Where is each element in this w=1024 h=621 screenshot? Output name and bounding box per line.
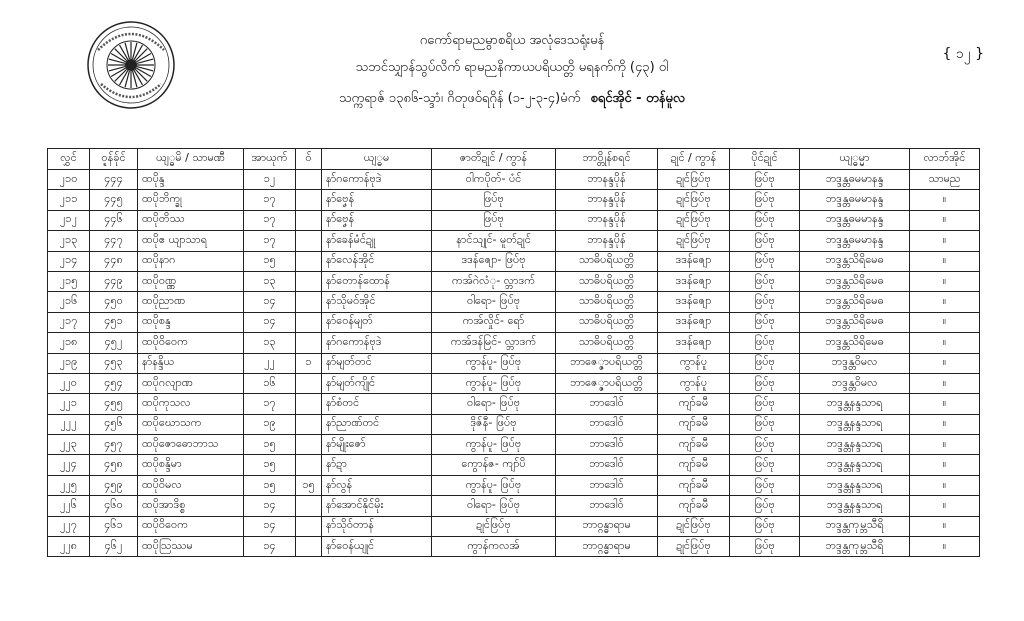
table-cell: ဘဒ္ဒန္တသိရိမေဓ: [800, 251, 910, 271]
table-cell: ကွာန်ပူ: [658, 353, 730, 373]
table-cell: [296, 394, 322, 414]
table-row: [48, 231, 980, 251]
table-cell: နာ်သိုဝ်တာန်: [322, 516, 432, 536]
table-cell: နာ်ဗၞေန်: [322, 210, 432, 230]
table-cell: [296, 251, 322, 271]
table-cell: ကျာ်ခမီ: [658, 414, 730, 434]
table-row: [48, 292, 980, 312]
table-body: [48, 170, 980, 557]
table-cell: ဖြပ်ဗု: [730, 394, 800, 414]
table-cell: ၂၁၆: [48, 292, 90, 312]
table-cell: ထပိုဝိဝေက: [138, 333, 244, 353]
table-cell: ဘာဇေ္ဇာပရိယတ္တိ: [556, 373, 658, 393]
table-cell: ၂၂: [244, 353, 296, 373]
table-cell: ထပိုညာဏ: [138, 292, 244, 312]
table-cell: ကွာန်ကလအ်: [432, 537, 556, 557]
table-cell: ။: [910, 333, 980, 353]
table-cell: ၁: [296, 353, 322, 373]
table-cell: ထပိုကုသလ: [138, 394, 244, 414]
table-cell: ထပိုဝဏ္ဏ: [138, 271, 244, 291]
table-cell: ဘာဒေါဝ်: [556, 475, 658, 495]
col-header: အာယုက်: [244, 149, 296, 170]
table-cell: သာဓိပရိယတ္တိ: [556, 333, 658, 353]
table-cell: ဍုင်ဖြပ်ဗု: [658, 190, 730, 210]
table-cell: သာဓိပရိယတ္တိ: [556, 312, 658, 332]
table-cell: ဘာဒေါဝ်: [556, 394, 658, 414]
table-cell: ဘဒ္ဒန္တနန္ဒသာရ: [800, 394, 910, 414]
table-cell: ဘဒ္ဒန္တနန္ဒသာရ: [800, 414, 910, 434]
table-header-row: [48, 149, 980, 170]
table-cell: ကွာန်ပူ: [658, 373, 730, 393]
table-cell: ၁၂: [244, 170, 296, 190]
table-cell: ကအ်ဂဲလံု- လ္ဘာဒက်: [432, 271, 556, 291]
table-cell: ။: [910, 435, 980, 455]
table-cell: ။: [910, 496, 980, 516]
table-cell: ဒဒန်ဇျော: [658, 251, 730, 271]
table-cell: ဘဒ္ဒန္တကုမ္ဘသီရိ: [800, 537, 910, 557]
table-cell: ဖြပ်ဗု: [730, 414, 800, 434]
table-cell: ၁၄: [244, 312, 296, 332]
table-row: [48, 271, 980, 291]
table-cell: ။: [910, 455, 980, 475]
table-cell: ၄၆၀: [90, 496, 138, 516]
table-cell: ။: [910, 190, 980, 210]
table-cell: နာ်ညာဏ်တင်: [322, 414, 432, 434]
table-cell: နာ်နန္ဒိယ: [138, 353, 244, 373]
header-line-1: ဂကော်ရာမညမွာစရိယ အလုံဒေသရုံးမန်: [419, 33, 605, 48]
table-cell: ၁၅: [244, 435, 296, 455]
table-cell: ၁၇: [244, 190, 296, 210]
table-cell: ကွာန်ပူ- ဖြပ်ဗု: [432, 373, 556, 393]
register-table: [47, 148, 980, 557]
table-cell: ဘဒ္ဒန္တသိရိမေဓ: [800, 312, 910, 332]
table-cell: ဍုင်ဖြပ်ဗု: [658, 537, 730, 557]
table-cell: [296, 190, 322, 210]
table-cell: ဘာနန္ဒပိုန်: [556, 170, 658, 190]
table-cell: ဖြပ်ဗု: [432, 190, 556, 210]
table-cell: ထပိုဧ ယျာသာရ: [138, 231, 244, 251]
table-cell: ထပိုတိဿ: [138, 210, 244, 230]
table-cell: ဍုင်ဖြပ်ဗု: [658, 231, 730, 251]
table-cell: ထပိုဘိက္ခု: [138, 190, 244, 210]
table-cell: နာ်ခေန်မံင်ဍူ: [322, 231, 432, 251]
table-cell: ၂၂၇: [48, 516, 90, 536]
table-cell: ဘာဝ္ဂန္ဓာရာမ: [556, 516, 658, 536]
table-cell: ၄၄၄: [90, 170, 138, 190]
table-cell: ။: [910, 231, 980, 251]
table-cell: ထပိုဇောဓောဘာသ: [138, 435, 244, 455]
table-cell: နာ်ဝေန်ယျုင်: [322, 537, 432, 557]
table-cell: ဘာဒေါဝ်: [556, 435, 658, 455]
table-cell: ၄၅၀: [90, 292, 138, 312]
table-cell: ဖြပ်ဗု: [730, 170, 800, 190]
table-cell: ။: [910, 475, 980, 495]
table-cell: ၁၄: [244, 496, 296, 516]
table-cell: သာဓိပရိယတ္တိ: [556, 271, 658, 291]
table-cell: ၁၃: [244, 333, 296, 353]
table-cell: ထပိုဂလျာဏ: [138, 373, 244, 393]
table-cell: နာ်ဗၞေန်: [322, 190, 432, 210]
table-row: [48, 170, 980, 190]
table-cell: ၄၄၉: [90, 271, 138, 291]
table-cell: ဘဒ္ဒန္တဓမမာနန္ဒ: [800, 170, 910, 190]
table-cell: နာ်ဂကောန်ဗုဒဲ: [322, 170, 432, 190]
table-cell: နာ်သိုမဝ်အိုင်: [322, 292, 432, 312]
table-cell: [296, 231, 322, 251]
table-cell: နာင်သျုင်- မူတ်ဍုင်: [432, 231, 556, 251]
table-cell: [296, 271, 322, 291]
table-cell: ။: [910, 537, 980, 557]
table-cell: ဘဒ္ဒန္တဝိမလ: [800, 373, 910, 393]
table-cell: ဍုင်ဖြပ်ဗု: [658, 170, 730, 190]
page-number: { ၁၂ }: [942, 46, 984, 62]
table-cell: ဖြပ်ဗု: [730, 475, 800, 495]
table-cell: ဘဒ္ဒန္တဓမမာနန္ဒ: [800, 210, 910, 230]
table-row: [48, 496, 980, 516]
table-cell: ဘာဝ္ဂန္ဓာရာမ: [556, 537, 658, 557]
table-cell: ၄၅၇: [90, 435, 138, 455]
table-cell: [296, 435, 322, 455]
table-cell: ဘဒ္ဒန္တဓမမာနန္ဒ: [800, 231, 910, 251]
table-cell: ဝါကပိုတ်- ပံင်: [432, 170, 556, 190]
table-cell: ၄၅၆: [90, 414, 138, 434]
table-row: [48, 435, 980, 455]
table-cell: ထပိုဩဿမ: [138, 537, 244, 557]
table-row: [48, 414, 980, 434]
table-cell: နာ်တောန်ထောန်: [322, 271, 432, 291]
table-cell: [296, 333, 322, 353]
table-cell: ဒိုဇ်နီ- ဖြပ်ဗု: [432, 414, 556, 434]
table-cell: [296, 414, 322, 434]
table-cell: ထပိုဝိမလ: [138, 475, 244, 495]
table-row: [48, 353, 980, 373]
table-cell: နာ်ဍာ: [322, 455, 432, 475]
table-row: [48, 394, 980, 414]
table-cell: ၂၂၀: [48, 373, 90, 393]
table-cell: ဘဒ္ဒန္တသိရိမေဓ: [800, 271, 910, 291]
table-cell: [296, 312, 322, 332]
table-cell: ၄၅၅: [90, 394, 138, 414]
table-cell: ၄၅၄: [90, 373, 138, 393]
table-cell: ကအ်ဒန်မြင်- လ္ဘာဒက်: [432, 333, 556, 353]
table-cell: ကျာ်ခမီ: [658, 475, 730, 495]
table-cell: ဖြပ်ဗု: [730, 333, 800, 353]
table-cell: ဖြပ်ဗု: [730, 435, 800, 455]
col-header: လွှင်: [48, 149, 90, 170]
table-cell: ။: [910, 373, 980, 393]
table-cell: ဒဒန်ဇျော: [658, 333, 730, 353]
table-row: [48, 312, 980, 332]
col-header: ဘာဝ္တိုန်စရင်: [556, 149, 658, 170]
col-header: ယျ္ဓမိ / သာမဏီ: [138, 149, 244, 170]
table-cell: ။: [910, 271, 980, 291]
table-cell: ကျာ်ခမီ: [658, 435, 730, 455]
table-cell: ဍုင်ဖြပ်ဗု: [658, 210, 730, 230]
table-cell: ။: [910, 353, 980, 373]
table-cell: ကျာ်ခမီ: [658, 394, 730, 414]
table-cell: နာ်မျိုးဇော်: [322, 435, 432, 455]
table-cell: ထပိုအာဒိစ္စ: [138, 496, 244, 516]
table-cell: ၄၄၅: [90, 190, 138, 210]
table-cell: ၁၄: [244, 292, 296, 312]
table-cell: ဘာဒေါဝ်: [556, 455, 658, 475]
table-cell: ထပိုန္ဒ: [138, 170, 244, 190]
table-cell: ဖြပ်ဗု: [730, 496, 800, 516]
table-cell: ဖြပ်ဗု: [730, 190, 800, 210]
table-cell: ၁၉: [244, 414, 296, 434]
table-cell: ဍုင်ဖြပ်ဗု: [432, 516, 556, 536]
table-cell: ဘဒ္ဒန္တကုမ္ဘသီရိ: [800, 516, 910, 536]
table-cell: ၂၁၅: [48, 271, 90, 291]
table-cell: နာ်အောင်နိုင်မိုး: [322, 496, 432, 516]
table-cell: ကွာန်ပူ- ဖြပ်ဗု: [432, 435, 556, 455]
table-cell: ၁၆: [244, 373, 296, 393]
table-cell: ဘာဇေ္ဇာပရိယတ္တိ: [556, 353, 658, 373]
table-cell: [296, 210, 322, 230]
table-cell: ဖြပ်ဗု: [730, 455, 800, 475]
table-cell: ဘဒ္ဒန္တဓမမာနန္ဒ: [800, 190, 910, 210]
table-cell: ။: [910, 210, 980, 230]
table-cell: ဖြပ်ဗု: [730, 251, 800, 271]
table-cell: ထပိုနာဂ: [138, 251, 244, 271]
table-row: [48, 373, 980, 393]
table-row: [48, 333, 980, 353]
table-cell: ။: [910, 292, 980, 312]
table-cell: ကွာန်ပူ- ဖြပ်ဗု: [432, 353, 556, 373]
table-cell: ၂၂၆: [48, 496, 90, 516]
table-cell: ၄၆၂: [90, 537, 138, 557]
col-header: ဍုင် / ကွာန်: [658, 149, 730, 170]
table-cell: ဖြပ်ဗု: [730, 210, 800, 230]
table-cell: ၂၂၅: [48, 475, 90, 495]
header-line-3-bold: စရင်အိုင် - တန်မူလ: [590, 91, 686, 106]
table-cell: နာ်ဝေန်မျတ်: [322, 312, 432, 332]
table-cell: ဖြပ်ဗု: [730, 537, 800, 557]
table-cell: [296, 455, 322, 475]
col-header: လာဘ်အိုင်: [910, 149, 980, 170]
table-cell: ၄၄၇: [90, 231, 138, 251]
table-cell: ဘဒ္ဒန္တနန္ဒသာရ: [800, 435, 910, 455]
table-cell: [296, 496, 322, 516]
table-cell: ။: [910, 312, 980, 332]
table-cell: သာဓိပရိယတ္တိ: [556, 292, 658, 312]
header-line-3-prefix: သက္ကရာဇ် ၁၃၈၆-သ္ဒာံ၊ ဂိတုဖဝ်ရဂိုန် (၁-၂-၃-၄)မံက်: [338, 91, 581, 106]
table-row: [48, 475, 980, 495]
table-cell: သာမည: [910, 170, 980, 190]
table-cell: ၂၂၄: [48, 455, 90, 475]
table-cell: ကွာန်ပူ- ဖြပ်ဗု: [432, 475, 556, 495]
table-cell: ဘဒ္ဒန္တနန္ဒသာရ: [800, 455, 910, 475]
table-cell: ဘဒ္ဒန္တသိရိမေဓ: [800, 292, 910, 312]
table-cell: ၂၂၂: [48, 414, 90, 434]
table-cell: ဖြပ်ဗု: [730, 373, 800, 393]
table-cell: ကွောန်ဇ- ကျာ်ပိ: [432, 455, 556, 475]
table-cell: ထပိုစန္ဒိမာ: [138, 455, 244, 475]
table-cell: နာ်ဂကောန်ဗုဒဲ: [322, 333, 432, 353]
table-cell: ၂၁၄: [48, 251, 90, 271]
table-cell: ဘဒ္ဒန္တနန္ဒသာရ: [800, 496, 910, 516]
col-header: ယျ္ဓမ: [322, 149, 432, 170]
table-cell: ၁၅: [244, 251, 296, 271]
table-cell: ၁၅: [244, 475, 296, 495]
table-cell: ဘဒ္ဒန္တသိရိမေဓ: [800, 333, 910, 353]
table-cell: ။: [910, 516, 980, 536]
table-cell: ထပိုစန္ဒ: [138, 312, 244, 332]
table-row: [48, 210, 980, 230]
table-cell: ဘဒ္ဒန္တဝိမလ: [800, 353, 910, 373]
table-cell: ၁၃: [244, 271, 296, 291]
table-cell: ဖြပ်ဗု: [730, 312, 800, 332]
table-cell: သာဓိပရိယတ္တိ: [556, 251, 658, 271]
table-cell: ၁၄: [244, 516, 296, 536]
table-cell: ဝါရော- ဖြပ်ဗု: [432, 292, 556, 312]
col-header: ပိုင်ဍုင်: [730, 149, 800, 170]
table-cell: [296, 373, 322, 393]
table-cell: ၁၇: [244, 394, 296, 414]
table-cell: ဖြပ်ဗု: [730, 516, 800, 536]
table-row: [48, 516, 980, 536]
table-cell: ၂၁၉: [48, 353, 90, 373]
table-cell: ၂၂၁: [48, 394, 90, 414]
table-cell: ၂၁၈: [48, 333, 90, 353]
header-line-3: [0, 90, 1024, 109]
table-cell: ၂၁၀: [48, 170, 90, 190]
table-cell: ဘာနန္ဒပိုန်: [556, 210, 658, 230]
table-cell: ၄၅၉: [90, 475, 138, 495]
table-cell: ကျာ်ခမီ: [658, 455, 730, 475]
table-cell: ၄၅၂: [90, 333, 138, 353]
table-cell: နာ်မျတ်တင်: [322, 353, 432, 373]
table-cell: ၁၅: [244, 455, 296, 475]
table-cell: [296, 516, 322, 536]
col-header: ယျ္ဓမ္မာ: [800, 149, 910, 170]
table-cell: ၄၄၆: [90, 210, 138, 230]
col-header: ဇာတိဍုင် / ကွာန်: [432, 149, 556, 170]
table-cell: ၁၇: [244, 231, 296, 251]
table-cell: ၂၁၂: [48, 210, 90, 230]
table-cell: ဖြပ်ဗု: [432, 210, 556, 230]
col-header: ဝ်: [296, 149, 322, 170]
table-cell: ၁၄: [244, 537, 296, 557]
header-line-2: သဘင်သျှာန်သွပ်လိက် ရာမညနိကာယပရိယတ္တိ မရနက်ကို (၄၃) ဝါ: [355, 60, 669, 75]
table-cell: ၂၂၃: [48, 435, 90, 455]
table-cell: ဒဒန်ဇျော- ဖြပ်ဗု: [432, 251, 556, 271]
table-cell: [296, 537, 322, 557]
table-cell: ကအ်လှိုင်- ရော်: [432, 312, 556, 332]
table-row: [48, 455, 980, 475]
table-row: [48, 251, 980, 271]
table-cell: နာ်မျတ်ကျိုင်: [322, 373, 432, 393]
table-cell: ဘာနန္ဒပိုန်: [556, 190, 658, 210]
table-cell: ၄၅၁: [90, 312, 138, 332]
table-cell: ဝါရော- ဖြပ်ဗု: [432, 496, 556, 516]
table-cell: ၄၅၈: [90, 455, 138, 475]
table-cell: နာ်လေန်အိုင်: [322, 251, 432, 271]
table-cell: ၄၅၃: [90, 353, 138, 373]
table-cell: ဍုင်ဖြပ်ဗု: [658, 516, 730, 536]
table-cell: ။: [910, 394, 980, 414]
table-cell: ၂၂၈: [48, 537, 90, 557]
table-cell: ဒဒန်ဇျော: [658, 271, 730, 291]
table-cell: ဘဒ္ဒန္တနန္ဒသာရ: [800, 475, 910, 495]
table-cell: ဒဒန်ဇျော: [658, 312, 730, 332]
table-cell: ၄၄၈: [90, 251, 138, 271]
col-header: ဝ္ဍန်ခ်ုင်: [90, 149, 138, 170]
table-cell: ဖြပ်ဗု: [730, 353, 800, 373]
table-cell: ၂၁၁: [48, 190, 90, 210]
table-cell: ထပိုဝိဝေက: [138, 516, 244, 536]
table-cell: ။: [910, 251, 980, 271]
table-cell: ဘာဒေါဝ်: [556, 496, 658, 516]
table-cell: နာ်စံတင်: [322, 394, 432, 414]
table-row: [48, 537, 980, 557]
table-cell: ကျာ်ခမီ: [658, 496, 730, 516]
table-cell: ၄၆၁: [90, 516, 138, 536]
table-cell: ထပိုဃောသက: [138, 414, 244, 434]
table-cell: [296, 292, 322, 312]
table-cell: ဖြပ်ဗု: [730, 292, 800, 312]
table-cell: ။: [910, 414, 980, 434]
table-cell: ၁၅: [296, 475, 322, 495]
table-cell: ဖြပ်ဗု: [730, 271, 800, 291]
table-cell: ၁၇: [244, 210, 296, 230]
table-cell: ဘာဒေါဝ်: [556, 414, 658, 434]
table-cell: ဖြပ်ဗု: [730, 231, 800, 251]
table-cell: ၂၁၃: [48, 231, 90, 251]
table-cell: [296, 170, 322, 190]
table-cell: ဝါရော- ဖြပ်ဗု: [432, 394, 556, 414]
table-cell: ၂၁၇: [48, 312, 90, 332]
table-cell: နာ်လွန်: [322, 475, 432, 495]
table-row: [48, 190, 980, 210]
table-cell: ဘာနန္ဒပိုန်: [556, 231, 658, 251]
table-cell: ဒဒန်ဇျော: [658, 292, 730, 312]
